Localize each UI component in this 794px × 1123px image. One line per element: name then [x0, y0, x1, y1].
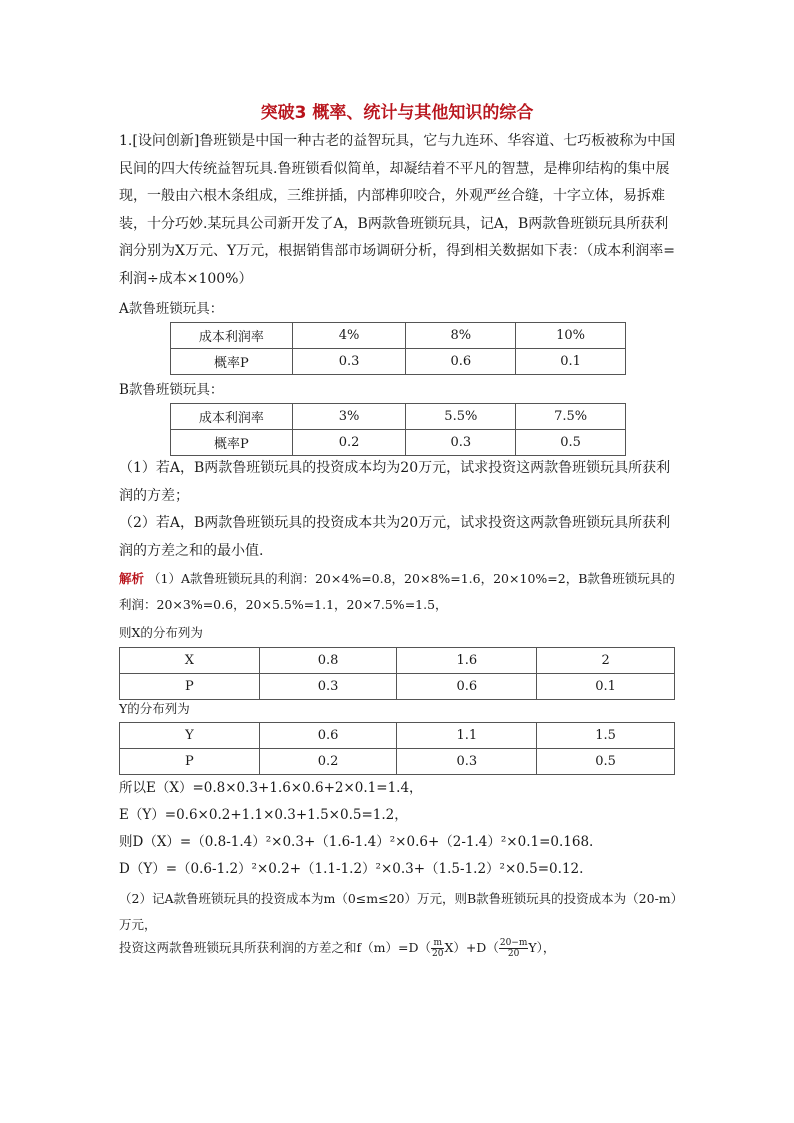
fraction-1-numerator: m: [431, 938, 444, 949]
variance-sum-formula: [119, 938, 555, 959]
table-cell: 4%: [292, 323, 406, 349]
table-cell: 0.5: [516, 430, 626, 456]
table-cell: 10%: [516, 323, 626, 349]
x-distribution-caption: 则X的分布列为: [119, 625, 203, 640]
table-y-distribution: [119, 722, 675, 775]
fraction-2-denominator: 20: [507, 949, 520, 959]
fraction-20-minus-m-over-20: [499, 938, 529, 959]
y-distribution-caption: Y的分布列为: [119, 701, 190, 716]
row-header-cell: 成本利润率: [171, 404, 293, 430]
table-row: [120, 648, 675, 674]
table-cell: 0.8: [259, 648, 397, 674]
solution-label: 解析: [119, 571, 145, 586]
fraction-1-denominator: 20: [431, 949, 444, 959]
table-cell: 5.5%: [406, 404, 516, 430]
table-cell: 0.2: [259, 749, 397, 775]
row-header-cell: Y: [120, 723, 260, 749]
variance-y: D（Y）=（0.6-1.2）²×0.2+（1.1-1.2）²×0.3+（1.5-1.2）²×0.5=0.12.: [119, 861, 584, 877]
table-cell: 1.6: [397, 648, 537, 674]
row-header-cell: X: [120, 648, 260, 674]
table-cell: 0.6: [259, 723, 397, 749]
table-cell: 0.3: [397, 749, 537, 775]
table-row: [171, 430, 626, 456]
table-a-caption: A款鲁班锁玩具：: [119, 301, 224, 317]
problem-text: [119, 128, 679, 293]
table-cell: 7.5%: [516, 404, 626, 430]
row-header-cell: P: [120, 749, 260, 775]
table-row: [120, 749, 675, 775]
table-b-caption: B款鲁班锁玩具：: [119, 382, 224, 398]
table-b: [170, 403, 626, 456]
variance-x: 则D（X）=（0.8-1.4）²×0.3+（1.6-1.4）²×0.6+（2-1.4）²×0.1=0.168.: [119, 834, 594, 850]
expectation-x: 所以E（X）=0.8×0.3+1.6×0.6+2×0.1=1.4，: [119, 780, 423, 796]
row-header-cell: 概率P: [171, 430, 293, 456]
table-a: [170, 322, 626, 375]
problem-number: 1.: [119, 133, 133, 149]
table-row: [171, 323, 626, 349]
row-header-cell: 成本利润率: [171, 323, 293, 349]
formula-prefix: 投资这两款鲁班锁玩具所获利润的方差之和f（m）=D（: [119, 940, 431, 955]
table-row: [171, 349, 626, 375]
table-cell: 0.3: [292, 349, 406, 375]
expectation-y: E（Y）=0.6×0.2+1.1×0.3+1.5×0.5=1.2，: [119, 807, 408, 823]
table-cell: 0.2: [292, 430, 406, 456]
table-row: [120, 723, 675, 749]
formula-middle: X）+D（: [444, 940, 499, 955]
table-cell: 8%: [406, 323, 516, 349]
table-cell: 0.6: [406, 349, 516, 375]
table-x-distribution: [119, 647, 675, 700]
problem-body: 鲁班锁是中国一种古老的益智玩具，它与九连环、华容道、七巧板被称为中国民间的四大传统益智玩具.鲁班锁看似简单，却凝结着不平凡的智慧，是榫卯结构的集中展现，一般由六根木条组成，三维拼插，内部榫卯咬合，外观严丝合缝，十字立体，易拆难装，十分巧妙.某玩具公司新开发了A，B两款鲁班锁玩具，记A，B两款鲁班锁玩具所获利润分别为X万元、Y万元，根据销售部市场调研分析，得到相关数据如下表：（成本利润率=利润÷成本×100%）: [119, 133, 676, 287]
fraction-2-numerator: 20−m: [499, 938, 528, 948]
formula-suffix: Y），: [528, 940, 556, 955]
solution-part2: （2）记A款鲁班锁玩具的投资成本为m（0≤m≤20）万元，则B款鲁班锁玩具的投资成本为（20-m）万元，: [119, 891, 677, 932]
row-header-cell: 概率P: [171, 349, 293, 375]
table-row: [171, 404, 626, 430]
table-cell: 3%: [292, 404, 406, 430]
table-cell: 0.1: [537, 674, 675, 700]
table-cell: 0.3: [406, 430, 516, 456]
table-row: [120, 674, 675, 700]
table-cell: 0.6: [397, 674, 537, 700]
table-cell: 0.1: [516, 349, 626, 375]
table-cell: 0.3: [259, 674, 397, 700]
solution-part1: [119, 566, 679, 618]
table-cell: 2: [537, 648, 675, 674]
fraction-m-over-20: [431, 938, 444, 959]
table-cell: 1.1: [397, 723, 537, 749]
problem-tag: [设问创新]: [132, 133, 200, 149]
solution-step1: （1）A款鲁班锁玩具的利润：20×4%=0.8，20×8%=1.6，20×10%=2，B款鲁班锁玩具的利润：20×3%=0.6，20×5.5%=1.1，20×7.5%=1.5，: [119, 571, 675, 612]
section-title: 突破3 概率、统计与其他知识的综合: [260, 103, 534, 123]
table-cell: 0.5: [537, 749, 675, 775]
question-2: （2）若A，B两款鲁班锁玩具的投资成本共为20万元，试求投资这两款鲁班锁玩具所获利润的方差之和的最小值.: [119, 515, 671, 559]
table-cell: 1.5: [537, 723, 675, 749]
row-header-cell: P: [120, 674, 260, 700]
question-1: （1）若A，B两款鲁班锁玩具的投资成本均为20万元，试求投资这两款鲁班锁玩具所获利润的方差；: [119, 460, 671, 504]
